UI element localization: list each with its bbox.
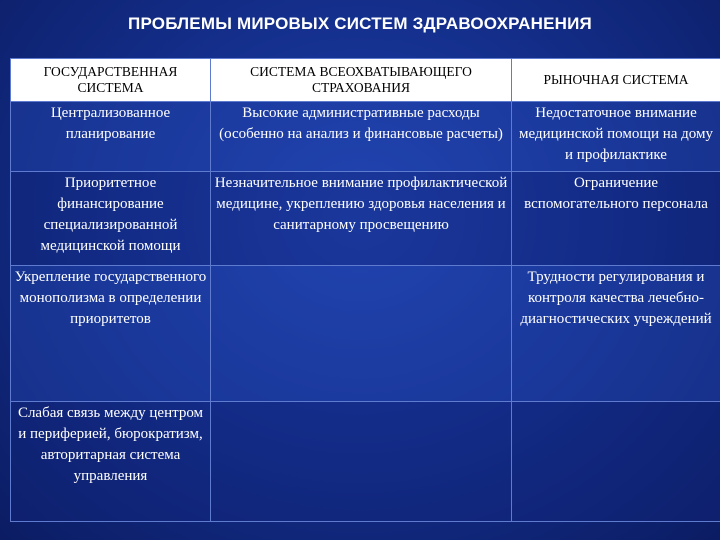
header-row: [11, 59, 720, 102]
table-cell: [11, 266, 211, 402]
cell-text: Слабая связь между центром и периферией, бюрократизм, авторитарная система управления: [17, 405, 204, 484]
table-cell: [11, 102, 211, 172]
table-cell: [211, 172, 512, 266]
table-cell: [512, 402, 720, 522]
table-cell: [512, 102, 720, 172]
table-cell: [211, 266, 512, 402]
header-state-system: ГОСУДАРСТВЕННАЯ СИСТЕМА: [11, 59, 211, 102]
cell-text: [515, 402, 717, 403]
header-market-system: РЫНОЧНАЯ СИСТЕМА: [512, 59, 720, 102]
table-cell: [11, 402, 211, 522]
comparison-table: [10, 58, 720, 522]
slide-title: ПРОБЛЕМЫ МИРОВЫХ СИСТЕМ ЗДРАВООХРАНЕНИЯ: [128, 14, 592, 33]
table-cell: [512, 172, 720, 266]
cell-text: Укрепление государственного монополизма в определении приоритетов: [14, 269, 207, 327]
cell-text: [214, 266, 508, 267]
cell-text: [214, 402, 508, 403]
table-row: [11, 266, 720, 402]
cell-text: Высокие административные расходы (особенно на анализ и финансовые расчеты): [219, 105, 503, 142]
cell-text: Ограничение вспомогательного персонала: [524, 175, 708, 212]
cell-text: Трудности регулирования и контроля качества лечебно-диагностических учреждений: [520, 269, 712, 327]
cell-text: Незначительное внимание профилактической медицине, укреплению здоровья населения и санитарному просвещению: [214, 175, 508, 233]
table-cell: [211, 402, 512, 522]
table-cell: [211, 102, 512, 172]
table-row: [11, 172, 720, 266]
cell-text: Централизованное планирование: [50, 105, 171, 142]
table-row: [11, 402, 720, 522]
cell-text: Недостаточное внимание медицинской помощи на дому и профилактике: [519, 105, 713, 163]
header-insurance-system: СИСТЕМА ВСЕОХВАТЫВАЮЩЕГО СТРАХОВАНИЯ: [211, 59, 512, 102]
table-cell: [512, 266, 720, 402]
table-cell: [11, 172, 211, 266]
table-row: [11, 102, 720, 172]
cell-text: Приоритетное финансирование специализированной медицинской помощи: [40, 175, 181, 254]
